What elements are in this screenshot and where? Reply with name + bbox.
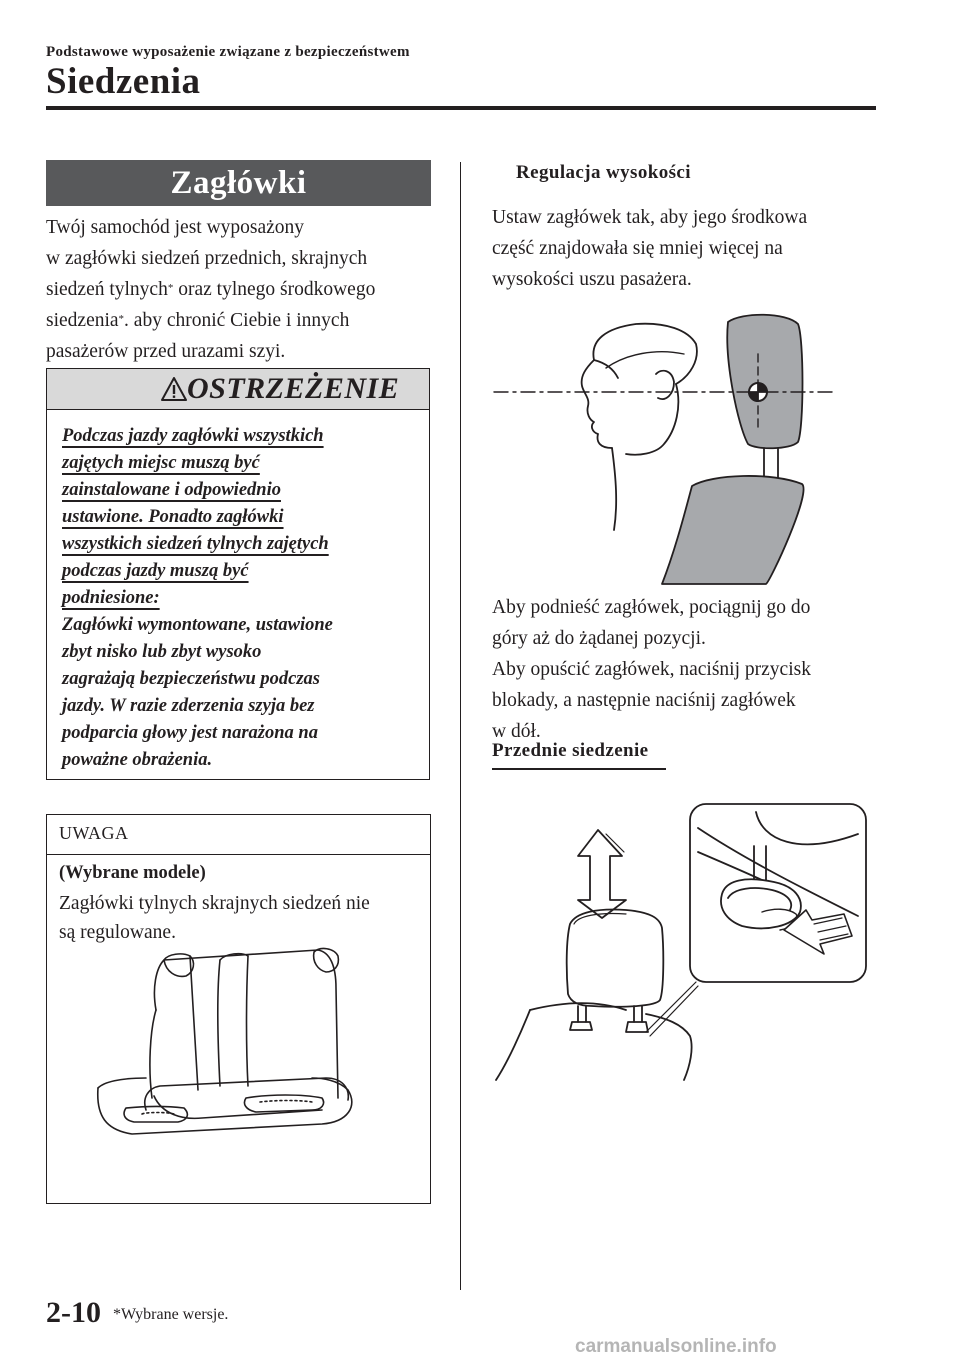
- adjust-line: w dół.: [492, 721, 541, 742]
- intro-text: . aby chronić Ciebie i innych: [124, 310, 350, 331]
- height-paragraph: [492, 202, 872, 295]
- chapter-title: Siedzenia: [46, 61, 201, 102]
- up-down-arrow-icon: [578, 830, 626, 918]
- warning-line: jazdy. W razie zderzenia szyja bez: [62, 696, 315, 716]
- front-seat-heading: Przednie siedzenie: [492, 740, 666, 770]
- warning-line: zajętych miejsc muszą być: [62, 453, 260, 473]
- asterisk-mark: *: [167, 282, 174, 294]
- front-seat-illustration: [486, 800, 876, 1090]
- warning-line: Podczas jazdy zagłówki wszystkich: [62, 426, 324, 446]
- warning-triangle-icon: [160, 376, 188, 402]
- head-position-illustration: [486, 308, 856, 588]
- height-line: część znajdowała się mniej więcej na: [492, 238, 783, 259]
- note-title: UWAGA: [59, 823, 129, 843]
- note-line: są regulowane.: [59, 922, 176, 943]
- footnote: *Wybrane wersje.: [113, 1306, 229, 1323]
- warning-line: ustawione. Ponadto zagłówki: [62, 507, 284, 527]
- note-subtitle: (Wybrane modele): [59, 863, 206, 883]
- note-line: Zagłówki tylnych skrajnych siedzeń nie: [59, 893, 370, 914]
- height-adjust-heading: Regulacja wysokości: [516, 162, 691, 183]
- watermark: carmanualsonline.info: [575, 1336, 777, 1357]
- intro-line: pasażerów przed urazami szyi.: [46, 341, 286, 362]
- warning-header: [47, 369, 429, 410]
- intro-line: [46, 274, 436, 305]
- intro-paragraph: [46, 212, 436, 367]
- adjust-paragraph: [492, 592, 872, 747]
- adjust-line: góry aż do żądanej pozycji.: [492, 628, 706, 649]
- warning-line: zagrażają bezpieczeństwu podczas: [62, 669, 320, 689]
- note-header: [47, 815, 430, 855]
- warning-line: Zagłówki wymontowane, ustawione: [62, 615, 333, 635]
- adjust-line: blokady, a następnie naciśnij zagłówek: [492, 690, 796, 711]
- warning-line: poważne obrażenia.: [62, 750, 213, 770]
- intro-line: w zagłówki siedzeń przednich, skrajnych: [46, 248, 368, 269]
- page-number: 2-10: [46, 1296, 101, 1329]
- warning-line: podparcia głowy jest narażona na: [62, 723, 318, 743]
- warning-line: podczas jazdy muszą być: [62, 561, 249, 581]
- warning-title: OSTRZEŻENIE: [187, 372, 400, 405]
- warning-box: [46, 368, 430, 780]
- warning-text: [62, 423, 424, 774]
- intro-line: Twój samochód jest wyposażony: [46, 217, 305, 238]
- intro-text: siedzenia: [46, 310, 119, 331]
- adjust-line: Aby podnieść zagłówek, pociągnij go do: [492, 597, 811, 618]
- height-line: Ustaw zagłówek tak, aby jego środkowa: [492, 207, 808, 228]
- height-line: wysokości uszu pasażera.: [492, 269, 692, 290]
- breadcrumb: Podstawowe wyposażenie związane z bezpieczeństwem: [46, 44, 410, 60]
- adjust-line: Aby opuścić zagłówek, naciśnij przycisk: [492, 659, 811, 680]
- rear-seat-illustration: [86, 938, 386, 1138]
- section-title: Zagłówki: [46, 160, 431, 206]
- warning-line: zbyt nisko lub zbyt wysoko: [62, 642, 262, 662]
- header-rule: [46, 106, 876, 110]
- warning-line: podniesione:: [62, 588, 160, 608]
- intro-text: siedzeń tylnych: [46, 279, 168, 300]
- warning-line: zainstalowane i odpowiednio: [62, 480, 281, 500]
- asterisk-mark: *: [118, 313, 125, 325]
- intro-text: oraz tylnego środkowego: [173, 279, 376, 300]
- warning-line: wszystkich siedzeń tylnych zajętych: [62, 534, 329, 554]
- intro-line: [46, 305, 436, 336]
- column-divider: [460, 162, 461, 1290]
